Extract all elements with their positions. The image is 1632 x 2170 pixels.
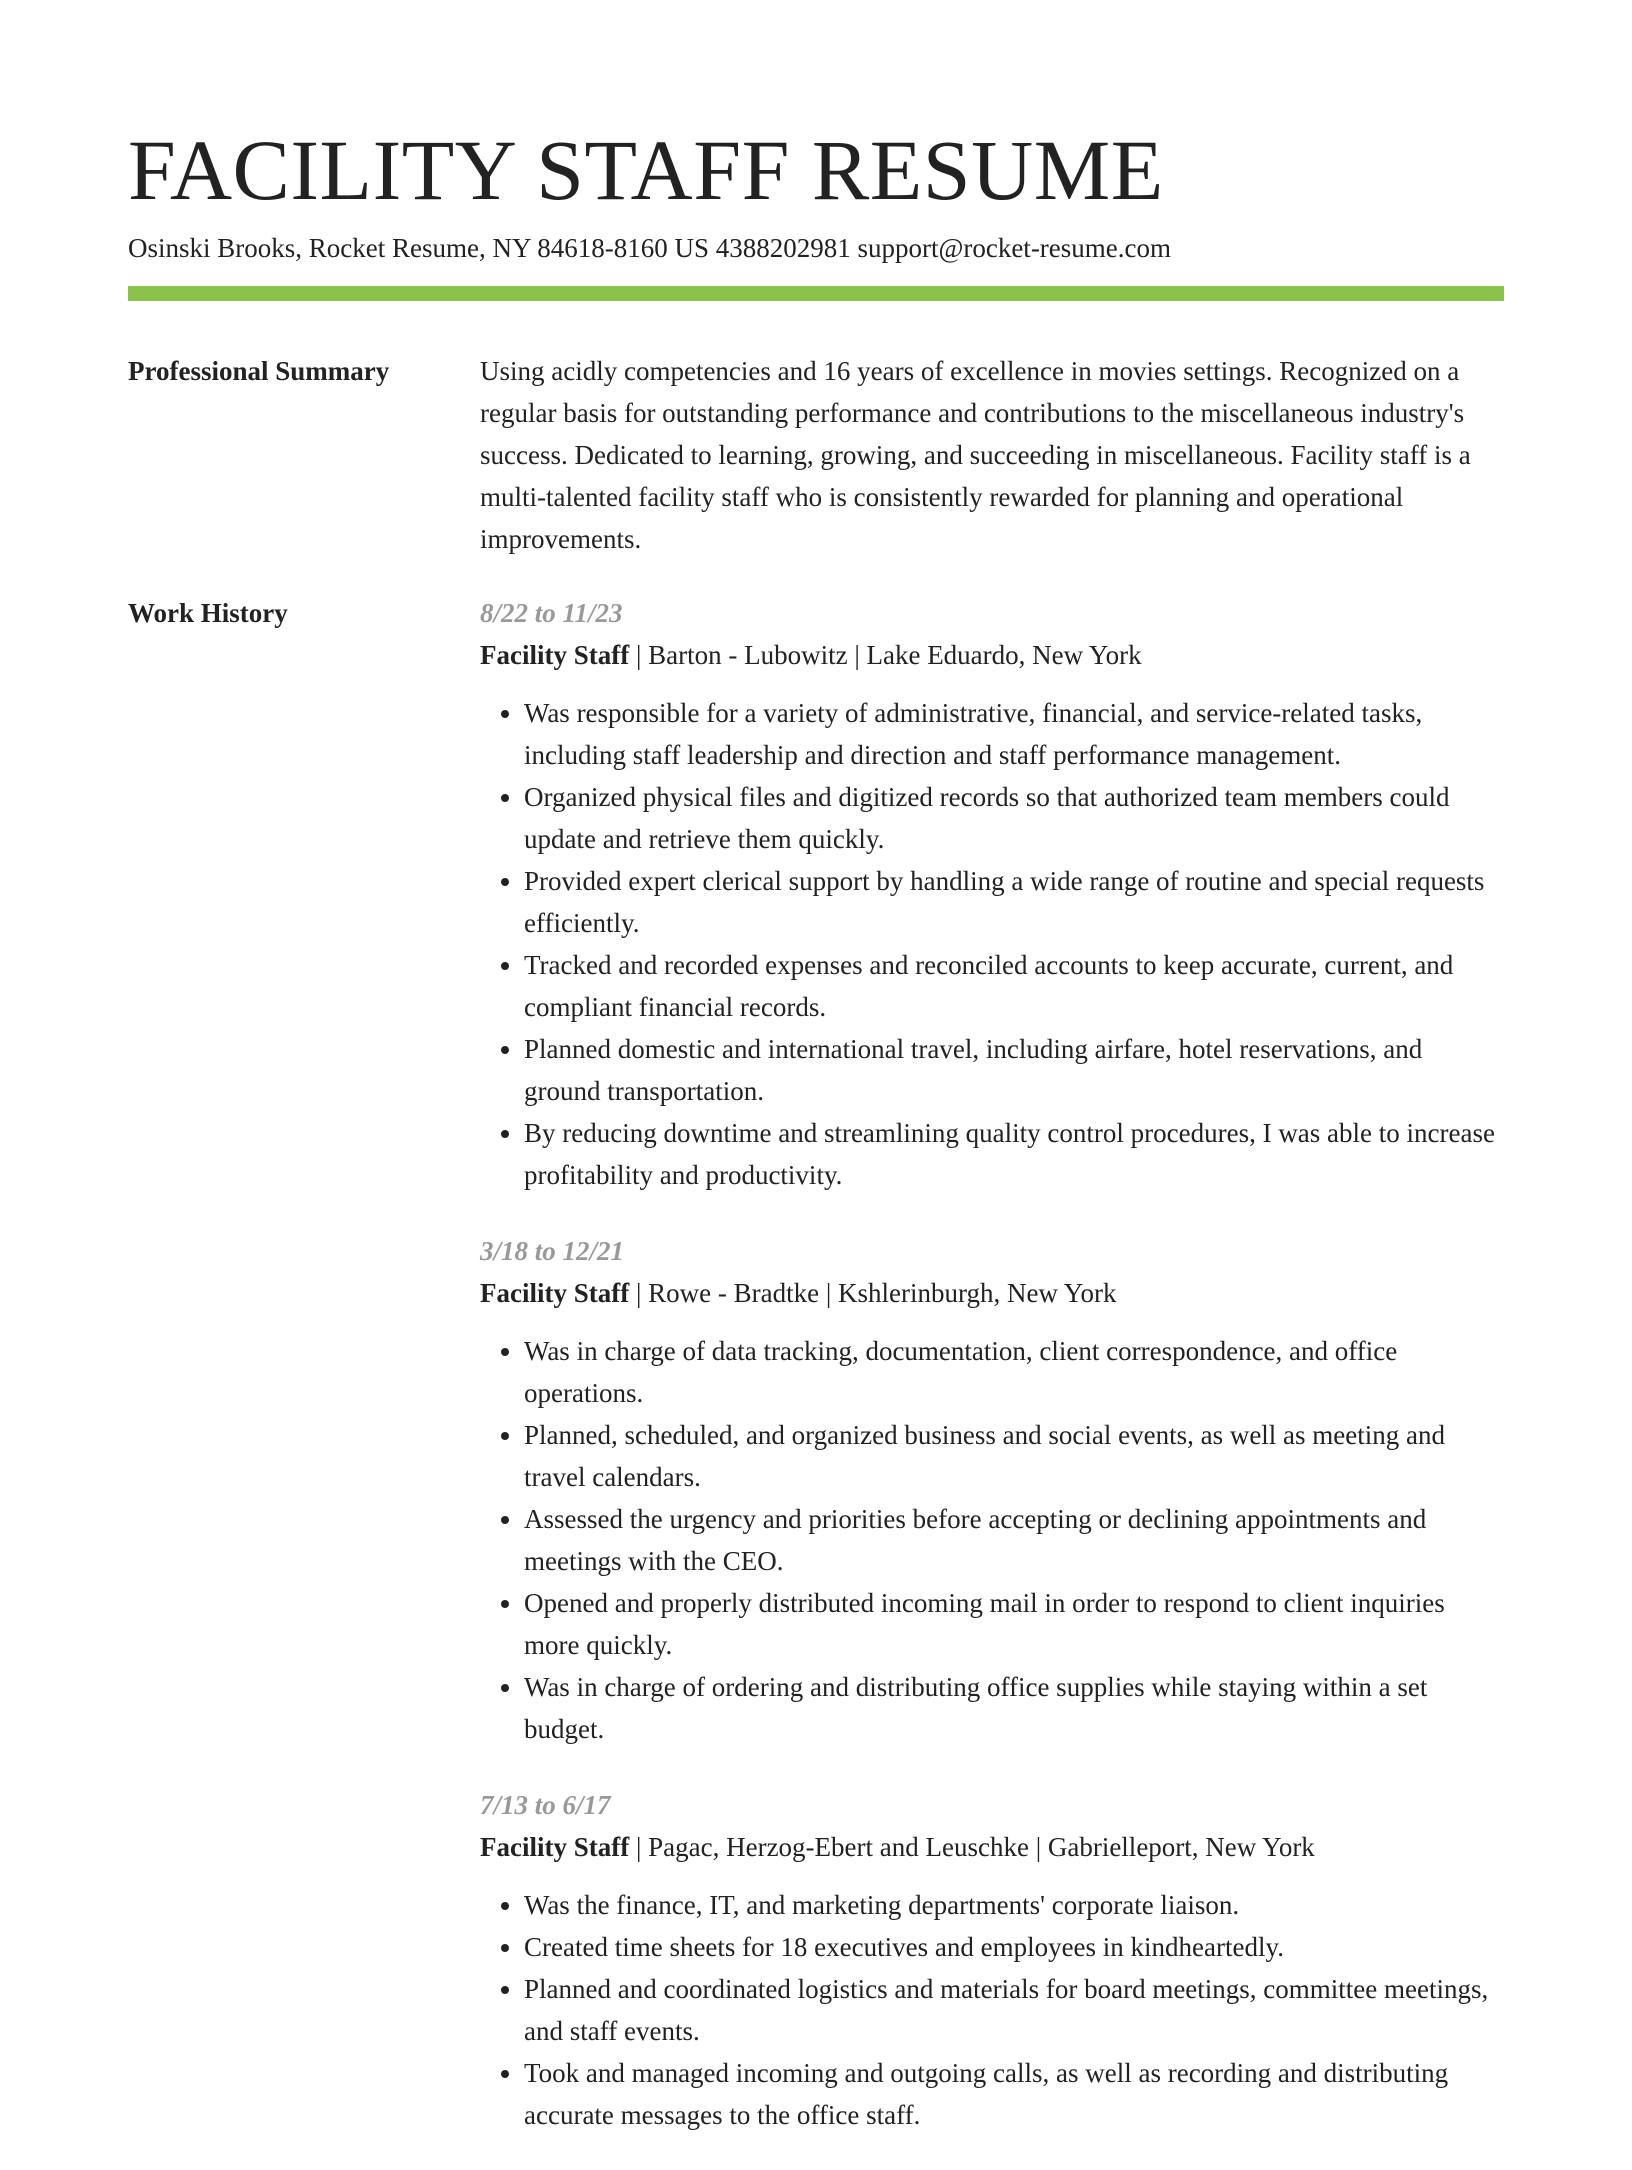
job-bullet: • Was responsible for a variety of administrative, financial, and service-related tasks, including staff leadership and direction and staff performance management.: [524, 692, 1504, 776]
contact-info: Osinski Brooks, Rocket Resume, NY 84618-8160 US 4388202981 support@rocket-resume.com: [128, 233, 1172, 263]
job-title: Facility Staff: [480, 640, 630, 670]
job-bullet: • Opened and properly distributed incoming mail in order to respond to client inquiries more quickly.: [524, 1582, 1504, 1666]
job-bullet: • Was the finance, IT, and marketing departments' corporate liaison.: [524, 1884, 1504, 1926]
job-entry: [480, 592, 1504, 1196]
job-bullet: • Planned and coordinated logistics and materials for board meetings, committee meetings, and staff events.: [524, 1968, 1504, 2052]
section-label-work-history: Work History: [128, 598, 288, 628]
job-company-location: | Pagac, Herzog-Ebert and Leuschke | Gabrielleport, New York: [629, 1832, 1315, 1862]
summary-text: Using acidly competencies and 16 years of excellence in movies settings. Recognized on a regular basis for outstanding performance and contributions to the miscellaneous industry's success. Dedicated to learning, growing, and succeeding in miscellaneous. Facility staff is a multi-talented facility staff who is consistently rewarded for planning and operational improvements.: [480, 356, 1471, 554]
resume-title: FACILITY STAFF RESUME: [128, 122, 1164, 218]
job-title: Facility Staff: [480, 1832, 630, 1862]
job-bullet: • Planned domestic and international travel, including airfare, hotel reservations, and ground transportation.: [524, 1028, 1504, 1112]
job-bullet: • Assessed the urgency and priorities before accepting or declining appointments and meetings with the CEO.: [524, 1498, 1504, 1582]
job-heading: [480, 1272, 1504, 1314]
job-title: Facility Staff: [480, 1278, 630, 1308]
job-bullets: [480, 692, 1504, 1196]
job-bullet: • Was in charge of data tracking, documentation, client correspondence, and office operations.: [524, 1330, 1504, 1414]
job-bullets: [480, 1330, 1504, 1750]
job-dates: 8/22 to 11/23: [480, 598, 623, 628]
section-label-summary: Professional Summary: [128, 356, 390, 386]
job-company-location: | Rowe - Bradtke | Kshlerinburgh, New York: [629, 1278, 1117, 1308]
job-company-location: | Barton - Lubowitz | Lake Eduardo, New York: [629, 640, 1142, 670]
job-bullet: • Created time sheets for 18 executives and employees in kindheartedly.: [524, 1926, 1504, 1968]
job-bullet: • Tracked and recorded expenses and reconciled accounts to keep accurate, current, and compliant financial records.: [524, 944, 1504, 1028]
header-accent-rule: [128, 286, 1504, 301]
job-bullet: • Planned, scheduled, and organized business and social events, as well as meeting and travel calendars.: [524, 1414, 1504, 1498]
job-dates: 7/13 to 6/17: [480, 1790, 611, 1820]
job-bullet: • Took and managed incoming and outgoing calls, as well as recording and distributing accurate messages to the office staff.: [524, 2052, 1504, 2136]
job-entry: [480, 1784, 1504, 2136]
job-entry: [480, 1230, 1504, 1750]
job-bullet: • Provided expert clerical support by handling a wide range of routine and special requests efficiently.: [524, 860, 1504, 944]
job-heading: [480, 1826, 1504, 1868]
job-bullet: • Was in charge of ordering and distributing office supplies while staying within a set budget.: [524, 1666, 1504, 1750]
job-bullet: • Organized physical files and digitized records so that authorized team members could update and retrieve them quickly.: [524, 776, 1504, 860]
job-heading: [480, 634, 1504, 676]
work-history-list: [480, 592, 1504, 2170]
job-dates: 3/18 to 12/21: [480, 1236, 625, 1266]
job-bullet: • By reducing downtime and streamlining quality control procedures, I was able to increase profitability and productivity.: [524, 1112, 1504, 1196]
job-bullets: [480, 1884, 1504, 2136]
